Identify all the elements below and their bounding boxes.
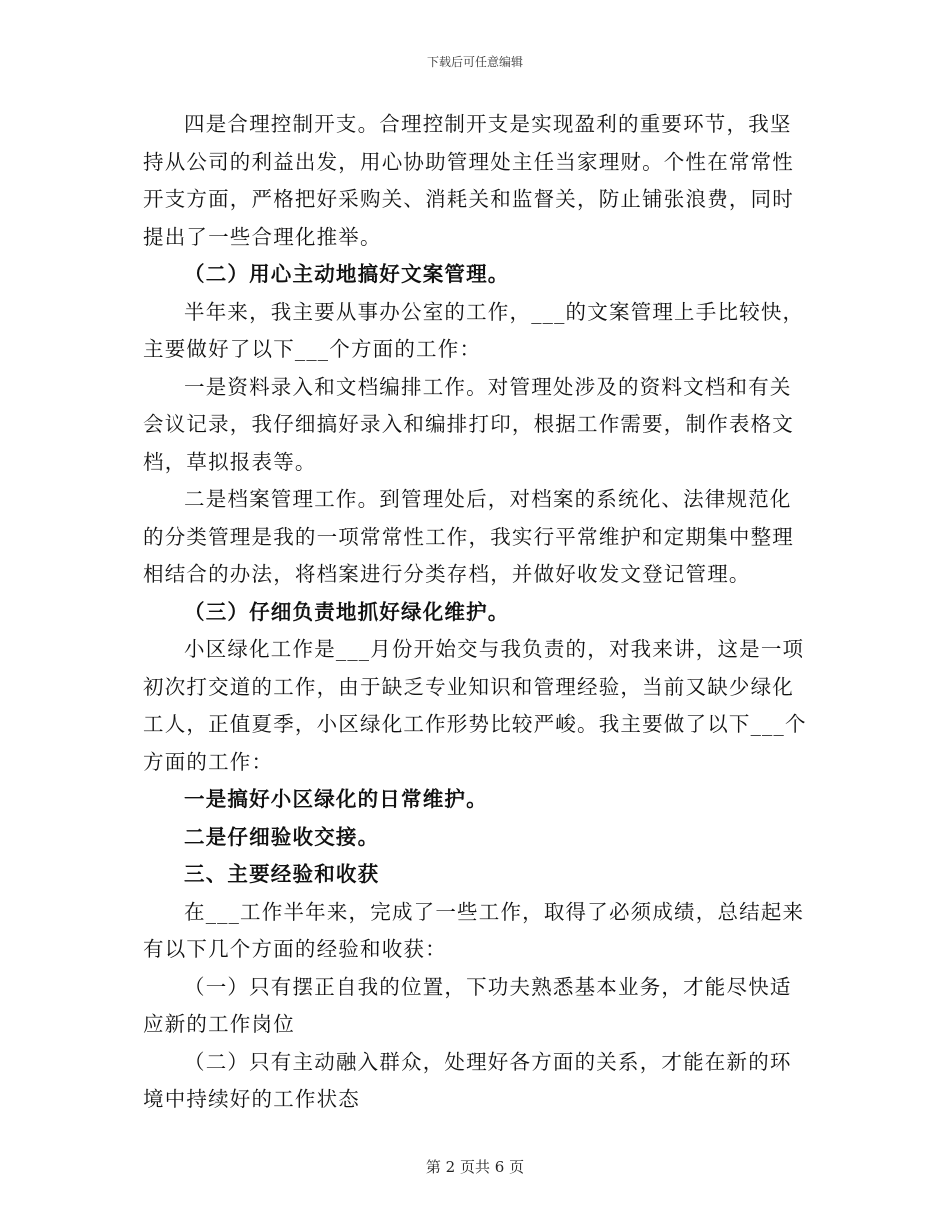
paragraph-1: 四是合理控制开支。合理控制开支是实现盈利的重要环节，我坚持从公司的利益出发，用心协助管理处主任当家理财。个性在常常性开支方面，严格把好采购关、消耗关和监督关，防止铺张浪费，同时提出了一些合理化推举。 <box>143 112 794 249</box>
paragraph-12: （一）只有摆正自我的位置，下功夫熟悉基本业务，才能尽快适应新的工作岗位 <box>143 974 792 1036</box>
sub-heading-1: 一是搞好小区绿化的日常维护。 <box>184 787 488 811</box>
page-header: 下载后可任意编辑 <box>426 55 523 69</box>
paragraph-11: 在___工作半年来，完成了一些工作，取得了必须成绩，总结起来有以下几个方面的经验和收获： <box>143 899 805 961</box>
chapter-heading-3: 三、主要经验和收获 <box>184 862 380 886</box>
paragraph-7: 小区绿化工作是___月份开始交与我负责的，对我来讲，这是一项初次打交道的工作，由于缺乏专业知识和管理经验，当前又缺少绿化工人，正值夏季，小区绿化工作形势比较严峻。我主要做了以下___个方面的工作： <box>143 637 807 774</box>
page-footer: 第 2 页共 6 页 <box>425 1158 525 1176</box>
paragraph-4: 一是资料录入和文档编排工作。对管理处涉及的资料文档和有关会议记录，我仔细搞好录入和编排打印，根据工作需要，制作表格文档，草拟报表等。 <box>143 374 794 474</box>
document-body <box>143 106 811 1119</box>
paragraph-3: 半年来，我主要从事办公室的工作，___的文案管理上手比较快，主要做好了以下___个方面的工作： <box>143 299 805 361</box>
sub-heading-2: 二是仔细验收交接。 <box>184 824 380 849</box>
paragraph-5: 二是档案管理工作。到管理处后，对档案的系统化、法律规范化的分类管理是我的一项常常性工作，我实行平常维护和定期集中整理相结合的办法，将档案进行分类存档，并做好收发文登记管理。 <box>143 487 794 586</box>
section-heading-3: （三）仔细负责地抓好绿化维护。 <box>184 599 510 624</box>
paragraph-13: （二）只有主动融入群众，处理好各方面的关系，才能在新的环境中持续好的工作状态 <box>143 1049 792 1111</box>
section-heading-2: （二）用心主动地搞好文案管理。 <box>184 262 510 286</box>
